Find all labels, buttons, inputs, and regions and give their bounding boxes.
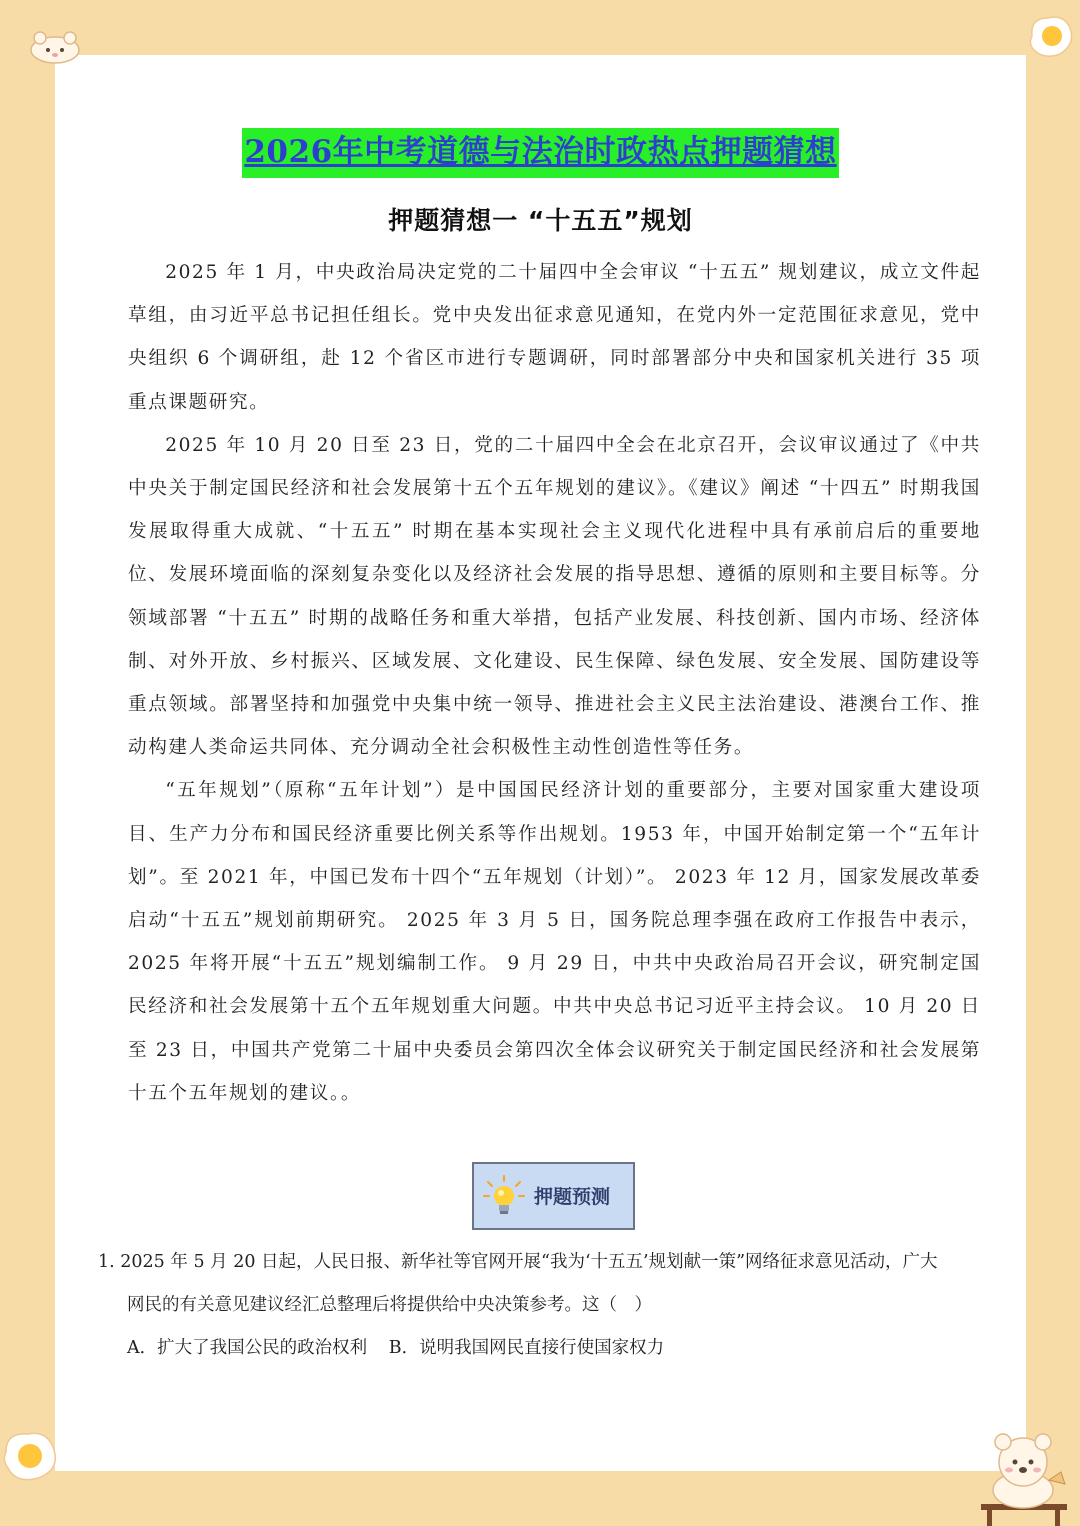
paragraph: 2025 年 1 月，中央政治局决定党的二十届四中全会审议 “十五五” 规划建议，成立文件起草组，由习近平总书记担任组长。党中央发出征求意见通知，在党内外一定范围征求意见，党中央组织 6 个调研组，赴 12 个省区市进行专题调研，同时部署部分中央和国家机关进行 35 项重点课题研究。	[128, 262, 981, 413]
question-stem-line2: 网民的有关意见建议经汇总整理后将提供给中央决策参考。这（ ）	[127, 1295, 652, 1315]
question-1	[98, 1241, 981, 1370]
question-options	[98, 1327, 981, 1370]
question-number: 1.	[98, 1252, 115, 1272]
badge-label: 押题预测	[534, 1186, 611, 1208]
lightbulb-icon	[482, 1174, 526, 1220]
document-page	[55, 55, 1026, 1471]
egg-sticker	[1024, 10, 1078, 64]
article-body	[128, 251, 981, 1115]
prediction-badge	[472, 1162, 635, 1230]
bear-sticker	[28, 28, 82, 64]
section-subtitle: 押题猜想一 “十五五”规划	[388, 206, 693, 235]
option-b[interactable]: B．说明我国网民直接行使国家权力	[388, 1338, 665, 1358]
question-stem-line1: 2025 年 5 月 20 日起，人民日报、新华社等官网开展“我为‘十五五’规划献一策”网络征求意见活动，广大	[120, 1252, 938, 1272]
bear-sticker	[975, 1420, 1080, 1526]
paragraph: 2025 年 10 月 20 日至 23 日，党的二十届四中全会在北京召开，会议审议通过了《中共中央关于制定国民经济和社会发展第十五个五年规划的建议》。《建议》阐述 “十四五” 时期我国发展取得重大成就、“十五五” 时期在基本实现社会主义现代化进程中具有承前启后的重要地位、发展环境面临的深刻复杂变化以及经济社会发展的指导思想、遵循的原则和主要目标等。分领域部署 “十五五” 时期的战略任务和重大举措，包括产业发展、科技创新、国内市场、经济体制、对外开放、乡村振兴、区域发展、文化建设、民生保障、绿色发展、安全发展、国防建设等重点领域。部署坚持和加强党中央集中统一领导、推进社会主义民主法治建设、港澳台工作、推动构建人类命运共同体、充分调动全社会积极性主动性创造性等任务。	[128, 434, 981, 759]
document-title: 2026年中考道德与法治时政热点押题猜想	[242, 128, 838, 178]
egg-sticker	[0, 1422, 70, 1492]
question-stem	[98, 1241, 981, 1284]
option-a[interactable]: A．扩大了我国公民的政治权利	[127, 1338, 368, 1358]
paragraph: “五年规划”（原称“五年计划”）是中国国民经济计划的重要部分，主要对国家重大建设项目、生产力分布和国民经济重要比例关系等作出规划。1953 年，中国开始制定第一个“五年计划”。至 2021 年，中国已发布十四个“五年规划（计划）”。 2023 年 12 月，国家发展改革委启动“十五五”规划前期研究。 2025 年 3 月 5 日，国务院总理李强在政府工作报告中表示，2025 年将开展“十五五”规划编制工作。 9 月 29 日，中共中央政治局召开会议，研究制定国民经济和社会发展第十五个五年规划重大问题。中共中央总书记习近平主持会议。 10 月 20 日至 23 日，中国共产党第二十届中央委员会第四次全体会议研究关于制定国民经济和社会发展第十五个五年规划的建议。。	[128, 780, 981, 1104]
